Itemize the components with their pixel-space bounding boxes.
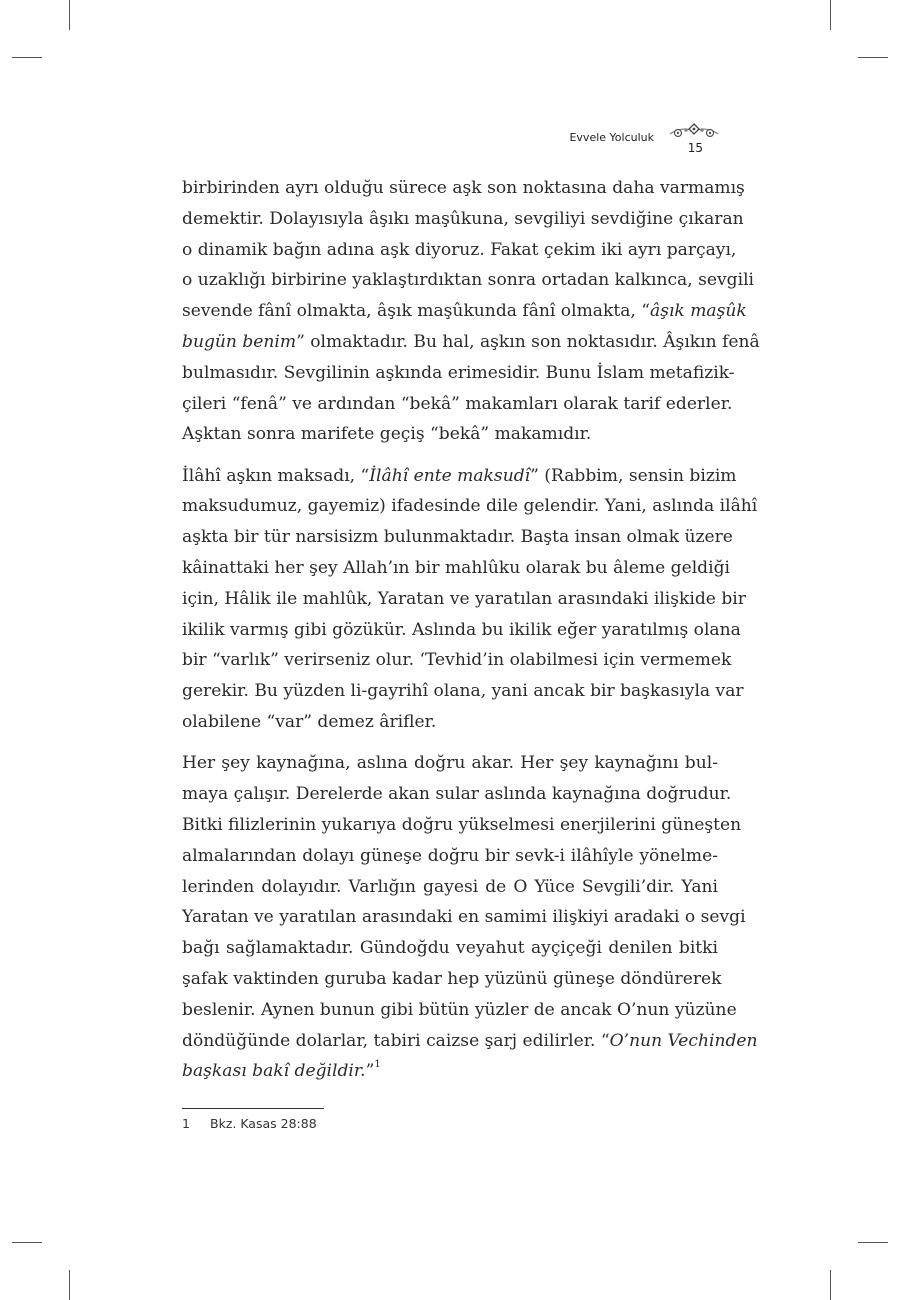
paragraph — [182, 748, 758, 1087]
text-line — [182, 553, 731, 584]
text-line — [182, 173, 745, 204]
text-run: beslenir. Aynen bunun gibi bütün yüzler de ancak O’nun yüzüne — [182, 999, 737, 1020]
text-line — [182, 265, 755, 296]
text-line — [182, 841, 718, 872]
text-run: demektir. Dolayısıyla âşıkı maşûkuna, sevgiliyi sevdiğine çıkaran — [182, 208, 744, 229]
crop-mark — [830, 1270, 831, 1300]
crop-mark — [69, 1270, 70, 1300]
text-line — [182, 584, 746, 615]
text-line — [182, 707, 718, 738]
text-line — [182, 389, 733, 420]
italic-text: İlâhî ente maksudî — [369, 465, 531, 486]
text-run: olabilene “var” demez ârifler. — [182, 712, 437, 733]
text-run: ” — [365, 1061, 375, 1082]
text-line — [182, 461, 737, 492]
italic-text: O’nun Vechinden — [609, 1030, 758, 1051]
text-run: o uzaklığı birbirine yaklaştırdıktan sonra ortadan kalkınca, sevgili — [182, 270, 755, 291]
crop-mark — [12, 57, 42, 58]
text-run: birbirinden ayrı olduğu sürece aşk son noktasına daha varmamış — [182, 178, 745, 198]
text-run: ikilik varmış gibi gözükür. Aslında bu ikilik eğer yaratılmış olana — [182, 619, 741, 640]
text-line — [182, 522, 733, 553]
paragraph — [182, 461, 758, 738]
text-line — [182, 235, 737, 266]
text-line — [182, 902, 746, 933]
text-line — [182, 995, 737, 1026]
text-run: için, Hâlik ile mahlûk, Yaratan ve yaratılan arasındaki ilişkide bir — [182, 588, 746, 609]
text-line — [182, 204, 744, 235]
footnote-rule — [182, 1108, 324, 1109]
page-header — [500, 122, 722, 158]
running-title: Evvele Yolculuk — [569, 131, 654, 144]
crop-mark — [858, 57, 888, 58]
text-line — [182, 779, 732, 810]
italic-text: bugün benim — [182, 331, 297, 352]
page-number: 15 — [687, 141, 703, 155]
crop-mark — [858, 1242, 888, 1243]
crop-mark — [69, 0, 70, 30]
text-run: maksudumuz, gayemiz) ifadesinde dile gelendir. Yani, aslında ilâhî — [182, 496, 758, 517]
text-line — [182, 491, 758, 522]
footnote-number: 1 — [182, 1116, 190, 1131]
text-run: bulmasıdır. Sevgilinin aşkında erimesidir. Bunu İslam metafizik- — [182, 362, 735, 383]
text-run: maya çalışır. Derelerde akan sular aslında kaynağına doğrudur. — [182, 784, 732, 805]
text-line — [182, 645, 732, 676]
text-line — [182, 327, 760, 358]
body-text — [182, 173, 760, 1098]
paragraph — [182, 173, 760, 450]
text-run: lerinden dolayıdır. Varlığın gayesi de O Yüce Sevgili’dir. Yani — [182, 876, 718, 897]
italic-text: âşık maşûk — [650, 301, 747, 322]
text-run: Her şey kaynağına, aslına doğru akar. Her şey kaynağını bul- — [182, 753, 718, 774]
text-run: şafak vaktinden guruba kadar hep yüzünü güneşe döndürerek — [182, 968, 722, 989]
text-run: sevende fânî olmakta, âşık maşûkunda fânî olmakta, “ — [182, 301, 650, 322]
text-line — [182, 296, 747, 327]
footnote — [182, 1116, 317, 1131]
text-run: Aşktan sonra marifete geçiş “bekâ” makamıdır. — [182, 424, 592, 445]
text-run: çileri “fenâ” ve ardından “bekâ” makamları olarak tarif ederler. — [182, 393, 733, 414]
text-line — [182, 1056, 718, 1087]
crop-mark — [830, 0, 831, 30]
text-line — [182, 1026, 758, 1057]
text-run: almalarından dolayı güneşe doğru bir sevk-i ilâhîyle yönelme- — [182, 845, 718, 866]
text-run: gerekir. Bu yüzden li-gayrihî olana, yani ancak bir başkasıyla var — [182, 681, 744, 702]
text-run: aşkta bir tür narsisizm bulunmaktadır. Başta insan olmak üzere — [182, 527, 733, 548]
text-line — [182, 358, 735, 389]
crop-mark — [12, 1242, 42, 1243]
text-run: ” (Rabbim, sensin bizim — [530, 465, 737, 486]
text-run: İlâhî aşkın maksadı, “ — [182, 465, 370, 486]
footnote-text: Bkz. Kasas 28:88 — [210, 1116, 317, 1131]
text-run: döndüğünde dolarlar, tabiri caizse şarj edilirler. “ — [182, 1030, 610, 1051]
text-run: Bitki filizlerinin yukarıya doğru yükselmesi enerjilerini güneşten — [182, 814, 742, 835]
text-run: bir “varlık” verirseniz olur. ‘Tevhid’in olabilmesi için vermemek — [182, 650, 732, 671]
text-run: ” olmaktadır. Bu hal, aşkın son noktasıdır. Âşıkın fenâ — [296, 331, 760, 352]
text-line — [182, 810, 742, 841]
text-line — [182, 419, 718, 450]
footnote-ref: 1 — [374, 1059, 381, 1071]
text-line — [182, 676, 744, 707]
text-line — [182, 872, 718, 903]
text-line — [182, 964, 722, 995]
italic-text: başkası bakî değildir. — [182, 1061, 366, 1082]
floral-ornament-icon — [668, 122, 720, 142]
text-run: o dinamik bağın adına aşk diyoruz. Fakat çekim iki ayrı parçayı, — [182, 239, 737, 260]
text-line — [182, 748, 718, 779]
text-run: bağı sağlamaktadır. Gündoğdu veyahut ayçiçeği denilen bitki — [182, 938, 718, 959]
text-line — [182, 615, 741, 646]
text-run: kâinattaki her şey Allah’ın bir mahlûku olarak bu âleme geldiği — [182, 558, 731, 579]
text-run: Yaratan ve yaratılan arasındaki en samimi ilişkiyi aradaki o sevgi — [182, 907, 746, 928]
text-line — [182, 933, 718, 964]
